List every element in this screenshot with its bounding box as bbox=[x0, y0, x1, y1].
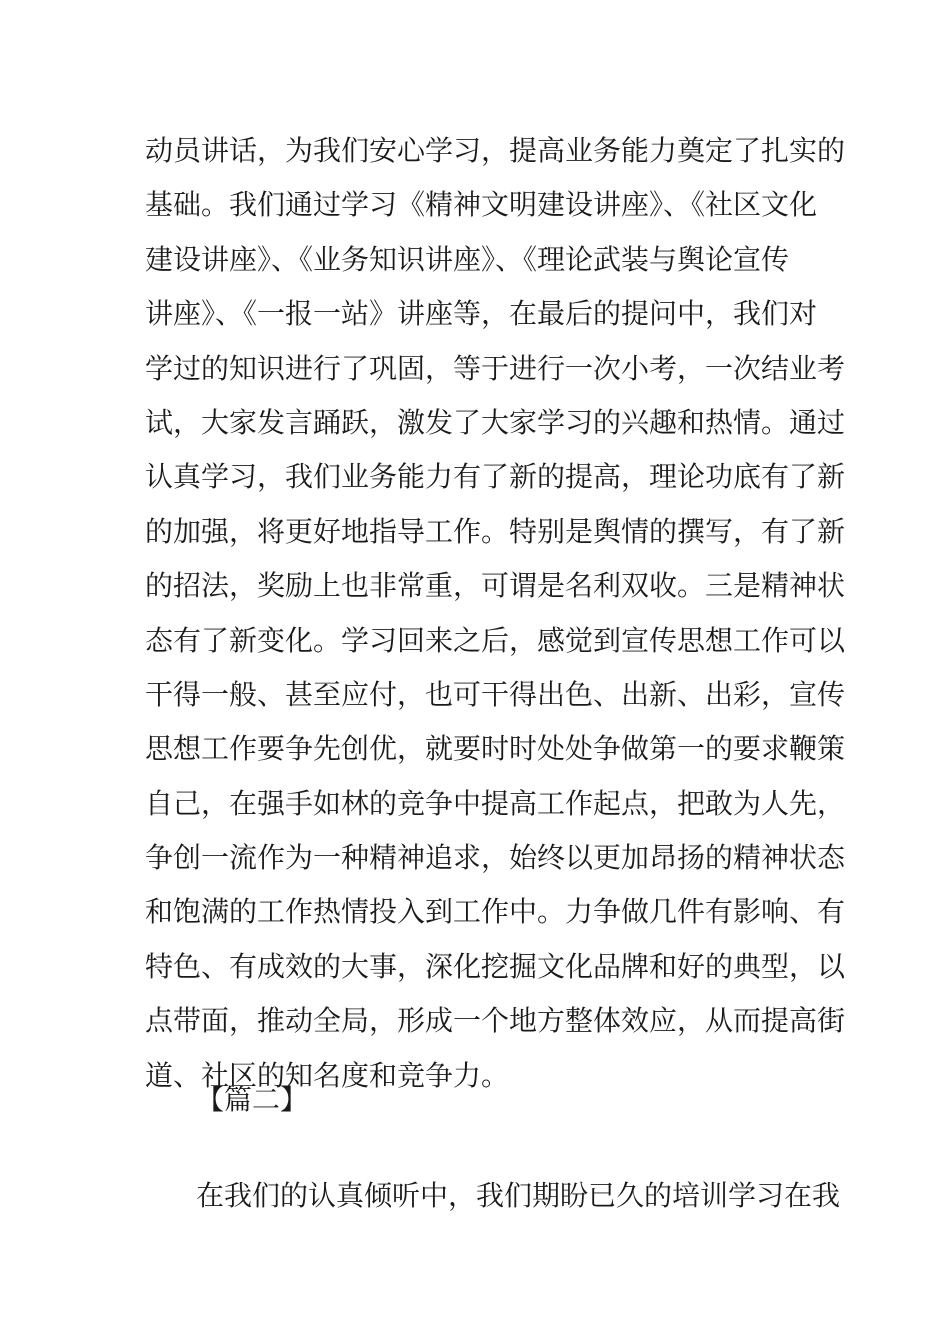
body-text-line: 思想工作要争先创优，就要时时处处争做第一的要求鞭策 bbox=[145, 732, 846, 766]
body-text-line: 学过的知识进行了巩固，等于进行一次小考，一次结业考 bbox=[145, 351, 846, 385]
body-text-line: 动员讲话，为我们安心学习，提高业务能力奠定了扎实的 bbox=[145, 134, 846, 167]
body-paragraph bbox=[145, 128, 846, 1107]
body-text-line: 认真学习，我们业务能力有了新的提高，理论功底有了新 bbox=[145, 460, 846, 494]
body-text-line: 特色、有成效的大事，深化挖掘文化品牌和好的典型，以 bbox=[145, 949, 846, 983]
body-text-line: 的加强，将更好地指导工作。特别是舆情的撰写，有了新 bbox=[145, 514, 846, 548]
body-text-line: 自己，在强手如林的竞争中提高工作起点，把敢为人先， bbox=[145, 786, 846, 820]
body-text-line: 干得一般、甚至应付，也可干得出色、出新、出彩，宣传 bbox=[145, 677, 846, 711]
section-heading: 【篇二】 bbox=[196, 1083, 309, 1116]
body-text-line: 点带面，推动全局，形成一个地方整体效应，从而提高街 bbox=[145, 1004, 846, 1038]
body-text-line: 基础。我们通过学习《精神文明建设讲座》、《社区文化 bbox=[145, 188, 818, 222]
body-text-line: 道、社区的知名度和竞争力。 bbox=[145, 1058, 510, 1092]
body-text-line: 和饱满的工作热情投入到工作中。力争做几件有影响、有 bbox=[145, 895, 846, 929]
body-text-line: 态有了新变化。学习回来之后，感觉到宣传思想工作可以 bbox=[145, 623, 846, 657]
body-text-line: 建设讲座》、《业务知识讲座》、《理论武装与舆论宣传 bbox=[145, 242, 790, 276]
next-paragraph-first-line: 在我们的认真倾听中，我们期盼已久的培训学习在我 bbox=[196, 1179, 841, 1212]
body-text-line: 试，大家发言踊跃，激发了大家学习的兴趣和热情。通过 bbox=[145, 405, 846, 439]
body-text-line: 讲座》、《一报一站》讲座等，在最后的提问中，我们对 bbox=[145, 297, 818, 331]
body-text-line: 的招法，奖励上也非常重，可谓是名利双收。三是精神状 bbox=[145, 569, 846, 603]
body-text-line: 争创一流作为一种精神追求，始终以更加昂扬的精神状态 bbox=[145, 841, 846, 875]
